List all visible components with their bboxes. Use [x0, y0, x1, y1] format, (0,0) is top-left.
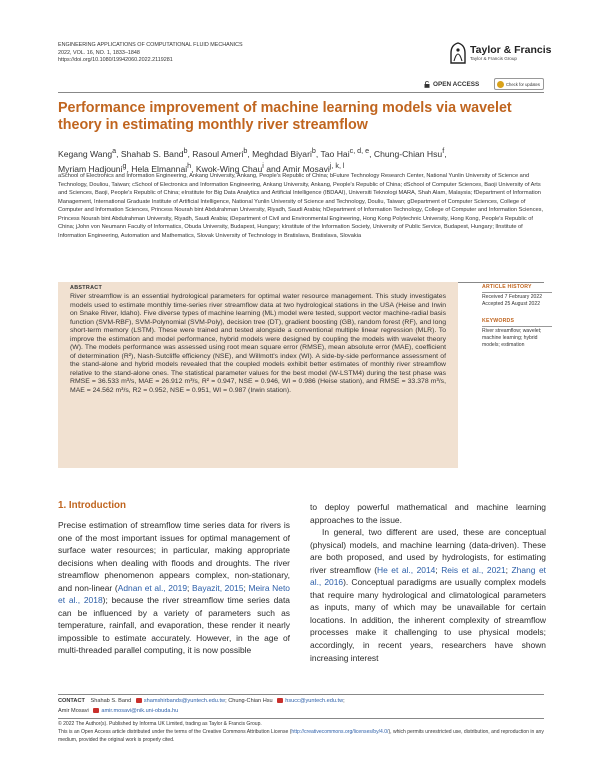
contact-name: Amir Mosavi — [58, 707, 89, 714]
open-lock-icon — [424, 81, 430, 88]
copyright-line: © 2022 The Author(s). Published by Informa UK Limited, trading as Taylor & Francis Group. — [58, 721, 262, 727]
email-link[interactable]: amir.mosavi@nik.uni-obuda.hu — [101, 707, 179, 714]
publisher-group: Taylor & Francis Group — [470, 56, 517, 61]
author-affil-mark: c, d, e — [349, 147, 370, 155]
journal-doi[interactable]: https://doi.org/10.1080/19942060.2022.2119281 — [58, 57, 173, 64]
author-affil-mark: i — [262, 162, 264, 171]
open-access-label: OPEN ACCESS — [433, 81, 480, 88]
author-affil-mark: f — [442, 147, 445, 155]
author[interactable]: , Rasoul Ameri — [187, 148, 244, 159]
contact-name: Chung-Chian Hsu — [228, 698, 273, 704]
article-sidebar — [482, 284, 552, 349]
abstract-text: River streamflow is an essential hydrological parameters for optimal water resource management. This study investigates models used to estimate monthly time-series river streamflow data at two hydrological stations in the USA (Heise and Irwin on Snake River, Idaho). Five diverse types of machine learning (ML) model were tested, support vector machine-radial basis function (SVM-RBF), SVM-Polynomial (SVM-Poly), decision tree (DT), gradient boosting (GB), random forest (RF), and long short-term memory (LSTM). These were trained and tested alongside a conventional multiple linear regression (MLR). To improve the estimation and model performance, hybrid models were designed by coupling the models with wavelet theory (W). The models performance was assessed using root mean square error (RMSE), mean absolute error (MAE), coefficient of determination (R²), Nash-Sutcliffe efficiency (NSE), and Willmott's index (WI). A side-by-side performance assessment of the stand-alone and hybrid models revealed that the coupled models exhibit better estimates of monthly river streamflow relative to the stand-alone ones. The statistical parameter values for the best model (W-LSTM4) during the test phase was RMSE = 36.533 m³/s, MAE = 26.912 m³/s, R² = 0.947, NSE = 0.946, WI = 0.986 (Heise station), and RMSE = 33.378 m³/s, MAE = 24.562 m³/s, R2 = 0.952, NSE = 0.951, WI = 0.987 (Irwin station). — [70, 293, 446, 395]
received-date: Received 7 February 2022 — [482, 294, 543, 301]
license-block — [58, 721, 544, 744]
section-heading: 1. Introduction — [58, 500, 127, 511]
divider — [482, 326, 552, 327]
author-affil-mark: h — [187, 162, 192, 171]
keywords-text: River streamflow; wavelet; machine learning; hybrid models; estimation — [482, 328, 542, 348]
citation-link[interactable]: He et al., 2014 — [377, 564, 436, 575]
author[interactable]: Kegang Wang — [58, 148, 113, 159]
author[interactable]: , Shahab S. Band — [116, 148, 184, 159]
author[interactable]: , Chung-Chian Hsu — [369, 148, 443, 159]
divider — [58, 92, 544, 93]
contact-name: Shahab S. Band — [90, 698, 132, 704]
check-updates-icon — [497, 81, 504, 88]
divider — [482, 292, 552, 293]
publisher-logo[interactable] — [448, 41, 552, 67]
divider — [58, 694, 544, 695]
citation-link[interactable]: Reis et al., 2021 — [441, 564, 506, 575]
abstract-heading: ABSTRACT — [70, 285, 103, 291]
author-affil-mark: a — [112, 147, 117, 155]
email-link[interactable]: hsucc@yuntech.edu.tw — [285, 698, 344, 704]
check-updates-button[interactable] — [494, 78, 544, 90]
article-title: Performance improvement of machine learning models via wavelet theory in estimating monthly river streamflow — [58, 100, 512, 133]
email-link[interactable]: shamshirbands@yuntech.edu.tw — [143, 698, 226, 704]
publisher-name: Taylor & Francis — [470, 44, 552, 56]
article-history-heading: ARTICLE HISTORY — [482, 284, 532, 290]
author-affil-mark: g — [122, 162, 127, 171]
email-icon — [93, 708, 99, 713]
intro-column-left — [58, 519, 290, 657]
email-icon — [277, 698, 283, 703]
license-link[interactable]: http://creativecommons.org/licenses/by/4.0/ — [291, 728, 389, 735]
author-separator: , — [444, 148, 447, 159]
contact-label: CONTACT — [58, 698, 85, 704]
author-affil-mark: b — [183, 147, 188, 155]
paragraph: to deploy powerful mathematical and machine learning approaches to the issue. — [310, 502, 546, 525]
paragraph: In general, two different are used, these are conceptual (physical) models, and machine learning (data-driven). These are both proposed, and used by hydrologists, for estimating river streamflow (He et al., 2014; Reis et al., 2021; Zhang et al., 2016). Conceptual paradigms are usually complex models that require many hydrological and climatological parameters as inputs, many of which may be unavailable for certain locations. In addition, the inherent complexity of streamflow processes make it challenging to use physical models; accordingly, in recent years, researchers have shown increasing interest — [310, 527, 546, 663]
publisher-emblem-icon — [448, 41, 468, 65]
journal-info — [58, 42, 243, 65]
citation-link[interactable]: Zhang et al., 2016 — [310, 564, 546, 588]
check-updates-label: Check for updates — [506, 81, 540, 87]
author[interactable]: , Meghdad Biyari — [247, 148, 312, 159]
author[interactable]: Myriam Hadjouni — [58, 164, 123, 175]
author-affil-mark: j, k, l — [329, 162, 345, 171]
keywords-heading: KEYWORDS — [482, 317, 515, 324]
citation-link[interactable]: Adnan et al., 2019 — [117, 582, 188, 593]
contact-block: CONTACT Shahab S. Band shamshirbands@yuntech.edu.tw; Chung-Chian Hsu hsucc@yuntech.edu.tw; Amir Mosavi amir.mosavi@nik.uni-obuda.hu — [58, 698, 345, 714]
author-affil-mark: b — [243, 147, 248, 155]
intro-column-right — [310, 501, 546, 664]
accepted-date: Accepted 25 August 2022 — [482, 301, 541, 308]
journal-name: ENGINEERING APPLICATIONS OF COMPUTATIONAL FLUID MECHANICS — [58, 42, 243, 48]
author-affil-mark: b — [311, 147, 316, 155]
paragraph: Precise estimation of streamflow time series data for rivers is one of the most important issues for optimal management of surface water resources; in particular, making appropriate decisions when dealing with floods and droughts. The river streamflow phenomenon appears complex, non-stationary, and non-linear (Adnan et al., 2019; Bayazit, 2015; Meira Neto et al., 2018); because the river streamflow time series data can be influenced by a variety of parameters such as temperature, rainfall, and evaporation, these render it nearly impossible to estimate accurately. However, in the age of multi-threaded parallel computing, it is now possible — [58, 520, 290, 656]
author[interactable]: , Hela Elmannai — [126, 164, 188, 175]
author-list — [58, 145, 544, 176]
author[interactable]: and Amir Mosavi — [263, 164, 330, 175]
citation-link[interactable]: Bayazit, 2015 — [192, 582, 244, 593]
affiliations: aSchool of Electronics and Information Engineering, Ankang University, Ankang, People's Republic of China; bFuture Technology Research Center, National Yunlin University of Science and Technology, Douliou, Taiwan; cSchool of Electronics and Information Engineering, Ankang University, Ankang, People's Republic of China; dSchool of Computer Sciences, Baoji University of Arts and Sciences, Baoji, People's Republic of China; eInstitute for Big Data Analytics and Artificial Intelligence (IBDAAI), Universiti Teknologi MARA, Shah Alam, Malaysia; fDepartment of Information Management, International Graduate Institute of Artificial Intelligence, National Yunlin University of Science and Technology, Douliu, Taiwan; gDepartment of Computer Sciences, College of Computer and Information Sciences, Princess Nourah bint Abdulrahman University, Riyadh, Saudi Arabia; hDepartment of Information Technology, College of Computer and Information Sciences, Princess Nourah bint Abdulrahman University, Riyadh, Saudi Arabia; iDepartment of Civil and Environmental Engineering, Hong Kong Polytechnic University, Hong Kong, People's Republic of China; jJohn von Neumann Faculty of Informatics, Obuda University, Budapest, Hungary; kInstitute of the Information Society, University of Public Service, Budapest, Hungary; lInstitute of Information Engineering, Automation and Mathematics, Slovak University of Technology in Bratislava, Bratislava, Slovakia — [58, 173, 544, 239]
email-icon — [136, 698, 142, 703]
open-access-badge — [424, 81, 479, 88]
author[interactable]: , Tao Hai — [315, 148, 350, 159]
license-text: This is an Open Access article distributed under the terms of the Creative Commons Attribution License (http://creativecommons.org/licenses/by/4.0/), which permits unrestricted use, distribution, and reproduction in any medium, provided the original work is properly cited. — [58, 728, 544, 743]
journal-volume: 2022, VOL. 16, NO. 1, 1833–1848 — [58, 49, 140, 56]
divider — [58, 718, 544, 719]
abstract-box — [58, 282, 458, 468]
citation-link[interactable]: Meira Neto et al., 2018 — [58, 582, 290, 606]
author[interactable]: , Kwok-Wing Chau — [191, 164, 263, 175]
